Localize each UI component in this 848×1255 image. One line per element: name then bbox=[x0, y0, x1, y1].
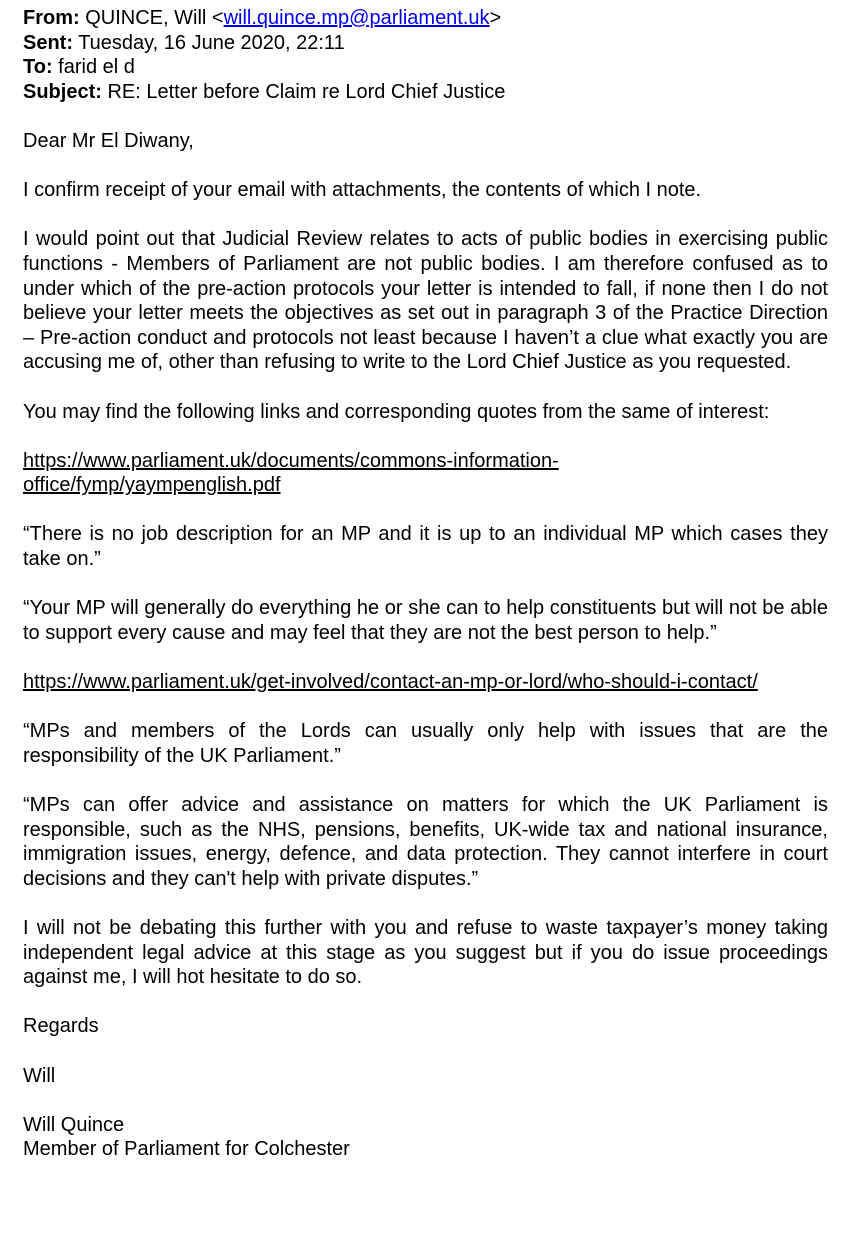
from-name: QUINCE, Will < bbox=[85, 7, 224, 29]
paragraph-judicial-review: I would point out that Judicial Review relates to acts of public bodies in exercising public functions - Members of Parliament are not public bodies. I am therefore confused as to under which of the pre-action protocols your letter is intended to fall, if none then I do not believe your letter meets the objectives as set out in paragraph 3 of the Practice Direction – Pre-action conduct and protocols not least because I haven’t a clue what exactly you are accusing me of, other than refusing to write to the Lord Chief Justice as you requested. bbox=[23, 228, 828, 374]
subject-value: RE: Letter before Claim re Lord Chief Justice bbox=[107, 80, 506, 103]
sent-value: Tuesday, 16 June 2020, 22:11 bbox=[78, 31, 345, 54]
sent-label: Sent: bbox=[23, 31, 73, 54]
email-headers bbox=[23, 6, 828, 104]
sent-line bbox=[23, 31, 828, 56]
from-line bbox=[23, 6, 828, 31]
link-who-should-i-contact[interactable]: https://www.parliament.uk/get-involved/contact-an-mp-or-lord/who-should-i-contact/ bbox=[23, 671, 758, 694]
to-line bbox=[23, 55, 828, 80]
signature-block bbox=[23, 1113, 828, 1162]
link-yaymp-pdf-line1[interactable]: https://www.parliament.uk/documents/commons-information- bbox=[23, 449, 559, 472]
paragraph-closing: I will not be debating this further with you and refuse to waste taxpayer’s money taking independent legal advice at this stage as you suggest but if you do issue proceedings against me, I will hot hesitate to do so. bbox=[23, 916, 828, 989]
signature-title: Member of Parliament for Colchester bbox=[23, 1138, 350, 1161]
subject-line bbox=[23, 80, 828, 105]
to-value: farid el d bbox=[58, 56, 135, 79]
salutation: Dear Mr El Diwany, bbox=[23, 129, 194, 152]
to-label: To: bbox=[23, 56, 53, 79]
from-email-link[interactable]: will.quince.mp@parliament.uk bbox=[223, 7, 490, 29]
link-block-1 bbox=[23, 449, 828, 498]
paragraph-links-intro: You may find the following links and corresponding quotes from the same of interest: bbox=[23, 400, 770, 423]
signoff: Will bbox=[23, 1064, 56, 1087]
link-yaymp-pdf-line2[interactable]: office/fymp/yaympenglish.pdf bbox=[23, 474, 281, 497]
paragraph-receipt: I confirm receipt of your email with attachments, the contents of which I note. bbox=[23, 179, 702, 202]
quote-help-constituents: “Your MP will generally do everything he or she can to help constituents but will not be able to support every cause and may feel that they are not the best person to help.” bbox=[23, 597, 828, 644]
signature-name: Will Quince bbox=[23, 1113, 125, 1136]
quote-lords-responsibility: “MPs and members of the Lords can usually only help with issues that are the responsibility of the UK Parliament.” bbox=[23, 720, 828, 767]
quote-job-description: “There is no job description for an MP and it is up to an individual MP which cases they take on.” bbox=[23, 523, 828, 571]
from-label: From: bbox=[23, 7, 80, 29]
link-block-2 bbox=[23, 670, 828, 695]
from-close: > bbox=[489, 7, 502, 29]
subject-label: Subject: bbox=[23, 80, 102, 103]
regards: Regards bbox=[23, 1015, 99, 1038]
quote-advice-assistance: “MPs can offer advice and assistance on matters for which the UK Parliament is responsible, such as the NHS, pensions, benefits, UK-wide tax and national insurance, immigration issues, energy, defence, and data protection. They cannot interfere in court decisions and they can't help with private disputes.” bbox=[23, 794, 828, 890]
